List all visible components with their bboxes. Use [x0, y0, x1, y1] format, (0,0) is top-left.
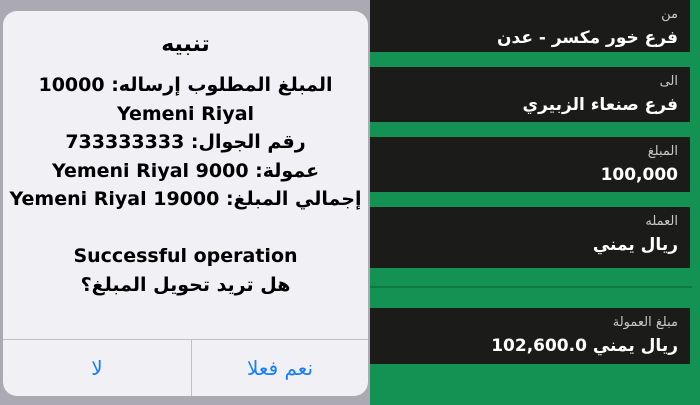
- alert-message-line: Successful operation: [73, 245, 298, 267]
- field-commission-label: مبلغ العمولة: [612, 315, 678, 330]
- transfer-form: [370, 0, 700, 405]
- field-amount[interactable]: [370, 137, 690, 192]
- field-from-label: من: [661, 7, 678, 22]
- field-amount-label: المبلغ: [647, 144, 678, 159]
- field-to-label: الى: [659, 74, 678, 89]
- field-commission-value: 102,600.0 ريال يمني: [491, 336, 678, 356]
- field-to[interactable]: [370, 67, 690, 122]
- field-commission[interactable]: [370, 308, 690, 364]
- alert-dialog: [3, 11, 368, 396]
- alert-message-line: المبلغ المطلوب إرساله: 10000: [38, 74, 333, 96]
- field-from[interactable]: [370, 0, 690, 52]
- alert-message-line: [3, 214, 368, 243]
- alert-message-line: هل تريد تحويل المبلغ؟: [80, 273, 291, 296]
- field-currency-value: ريال يمني: [592, 235, 678, 255]
- field-currency-label: العمله: [645, 214, 678, 229]
- field-to-value: فرع صنعاء الزبيري: [522, 95, 678, 115]
- form-footer: [370, 364, 700, 405]
- field-amount-value: 100,000: [600, 165, 678, 185]
- alert-body: [3, 11, 368, 339]
- alert-title: تنبيه: [161, 32, 210, 57]
- alert-message-line: عمولة: Yemeni Riyal 9000: [51, 159, 320, 182]
- field-currency[interactable]: [370, 207, 690, 268]
- confirm-button[interactable]: نعم فعلا: [192, 340, 368, 396]
- alert-message-line: إجمالي المبلغ: Yemeni Riyal 19000: [9, 188, 362, 210]
- field-from-value: فرع خور مكسر - عدن: [497, 28, 678, 48]
- alert-button-row: [3, 339, 368, 396]
- alert-message-line: رقم الجوال: 733333333: [65, 131, 306, 153]
- alert-message-line: Yemeni Riyal: [116, 102, 255, 125]
- deny-button[interactable]: لا: [3, 340, 192, 396]
- alert-message: [3, 71, 368, 299]
- form-section-gap: [370, 268, 700, 308]
